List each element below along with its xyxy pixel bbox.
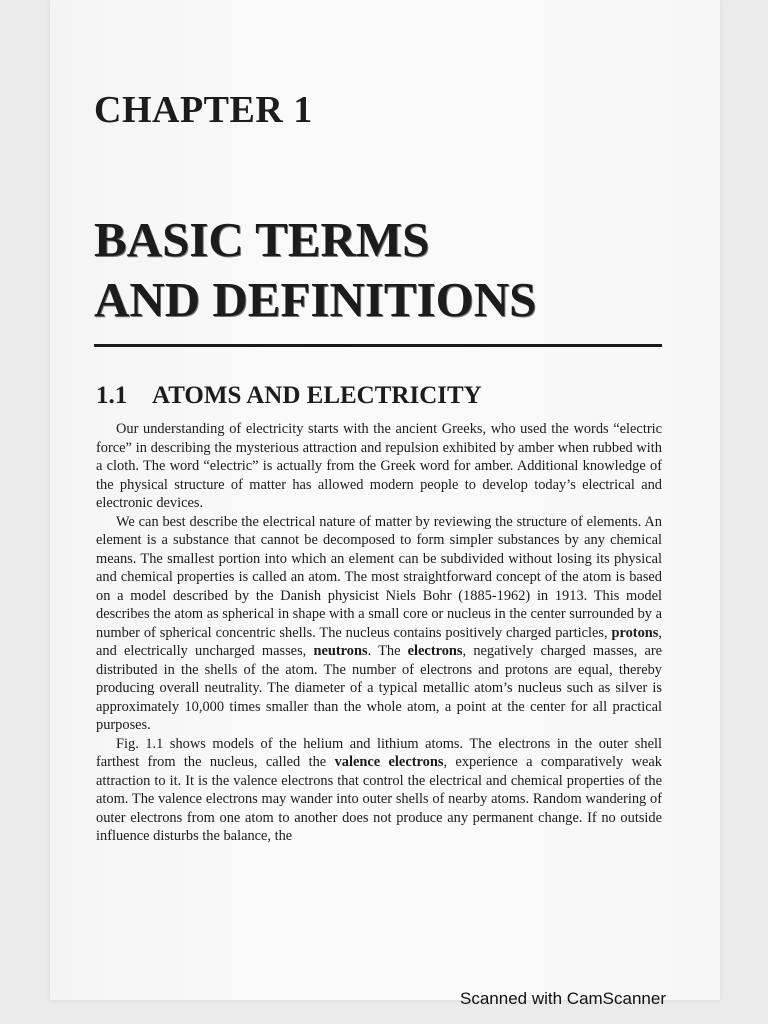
section-title: ATOMS AND ELECTRICITY [152, 382, 482, 409]
body-text [96, 420, 662, 846]
term-electrons: electrons [407, 643, 463, 659]
title-divider [94, 344, 662, 347]
chapter-title-line1: BASIC TERMS [94, 212, 430, 267]
text-run: , negatively charged masses, are distributed in the shells of the atom. The number of electrons and protons are equal, thereby producing overall neutrality. The diameter of a typical metallic atom’s nucleus such as silver is approximately 10,000 times smaller than the whole atom, a point at the center for all practical purposes. [96, 643, 663, 733]
paragraph-1: Our understanding of electricity starts with the ancient Greeks, who used the words “electric force” in describing the mysterious attraction and repulsion exhibited by amber when rubbed with a cloth. The word “electric” is actually from the Greek word for amber. Additional knowledge of the physical structure of matter has allowed modern people to develop today’s electrical and electronic devices. [96, 421, 662, 511]
text-run: , and electrically uncharged masses, [96, 624, 662, 659]
paragraph-2 [96, 513, 662, 735]
section-number: 1.1 [96, 382, 128, 409]
text-run: Fig. 1.1 shows models of the helium and lithium atoms. The electrons in the outer shell farthest from the nucleus, called the [96, 735, 662, 770]
term-valence-electrons: valence electrons [334, 754, 444, 770]
term-protons: protons [611, 624, 659, 641]
text-run: , experience a comparatively weak attraction to it. It is the valence electrons that control the electrical and chemical properties of the atom. The valence electrons may wander into outer shells of nearby atoms. Random wandering of outer electrons from one atom to another does not produce any permanent change. If no outside influence disturbs the balance, the [96, 754, 662, 844]
chapter-title-line2: AND DEFINITIONS [94, 272, 537, 327]
term-neutrons: neutrons [313, 643, 368, 659]
paragraph-3 [96, 735, 662, 846]
section-heading [96, 382, 482, 410]
text-run: . The [367, 643, 408, 659]
camscanner-watermark: Scanned with CamScanner [460, 989, 667, 1008]
text-run: We can best describe the electrical nature of matter by reviewing the structure of elements. An element is a substance that cannot be decomposed to form simpler substances by any chemical means. The smallest portion into which an element can be subdivided without losing its physical and chemical properties is called an atom. The most straightforward concept of the atom is based on a model described by the Danish physicist Niels Bohr (1885-1962) in 1913. This model describes the atom as spherical in shape with a small core or nucleus in the center surrounded by a number of spherical concentric shells. The nucleus contains positively charged particles, [96, 513, 662, 641]
chapter-label: CHAPTER 1 [94, 89, 313, 131]
chapter-title [94, 210, 674, 330]
